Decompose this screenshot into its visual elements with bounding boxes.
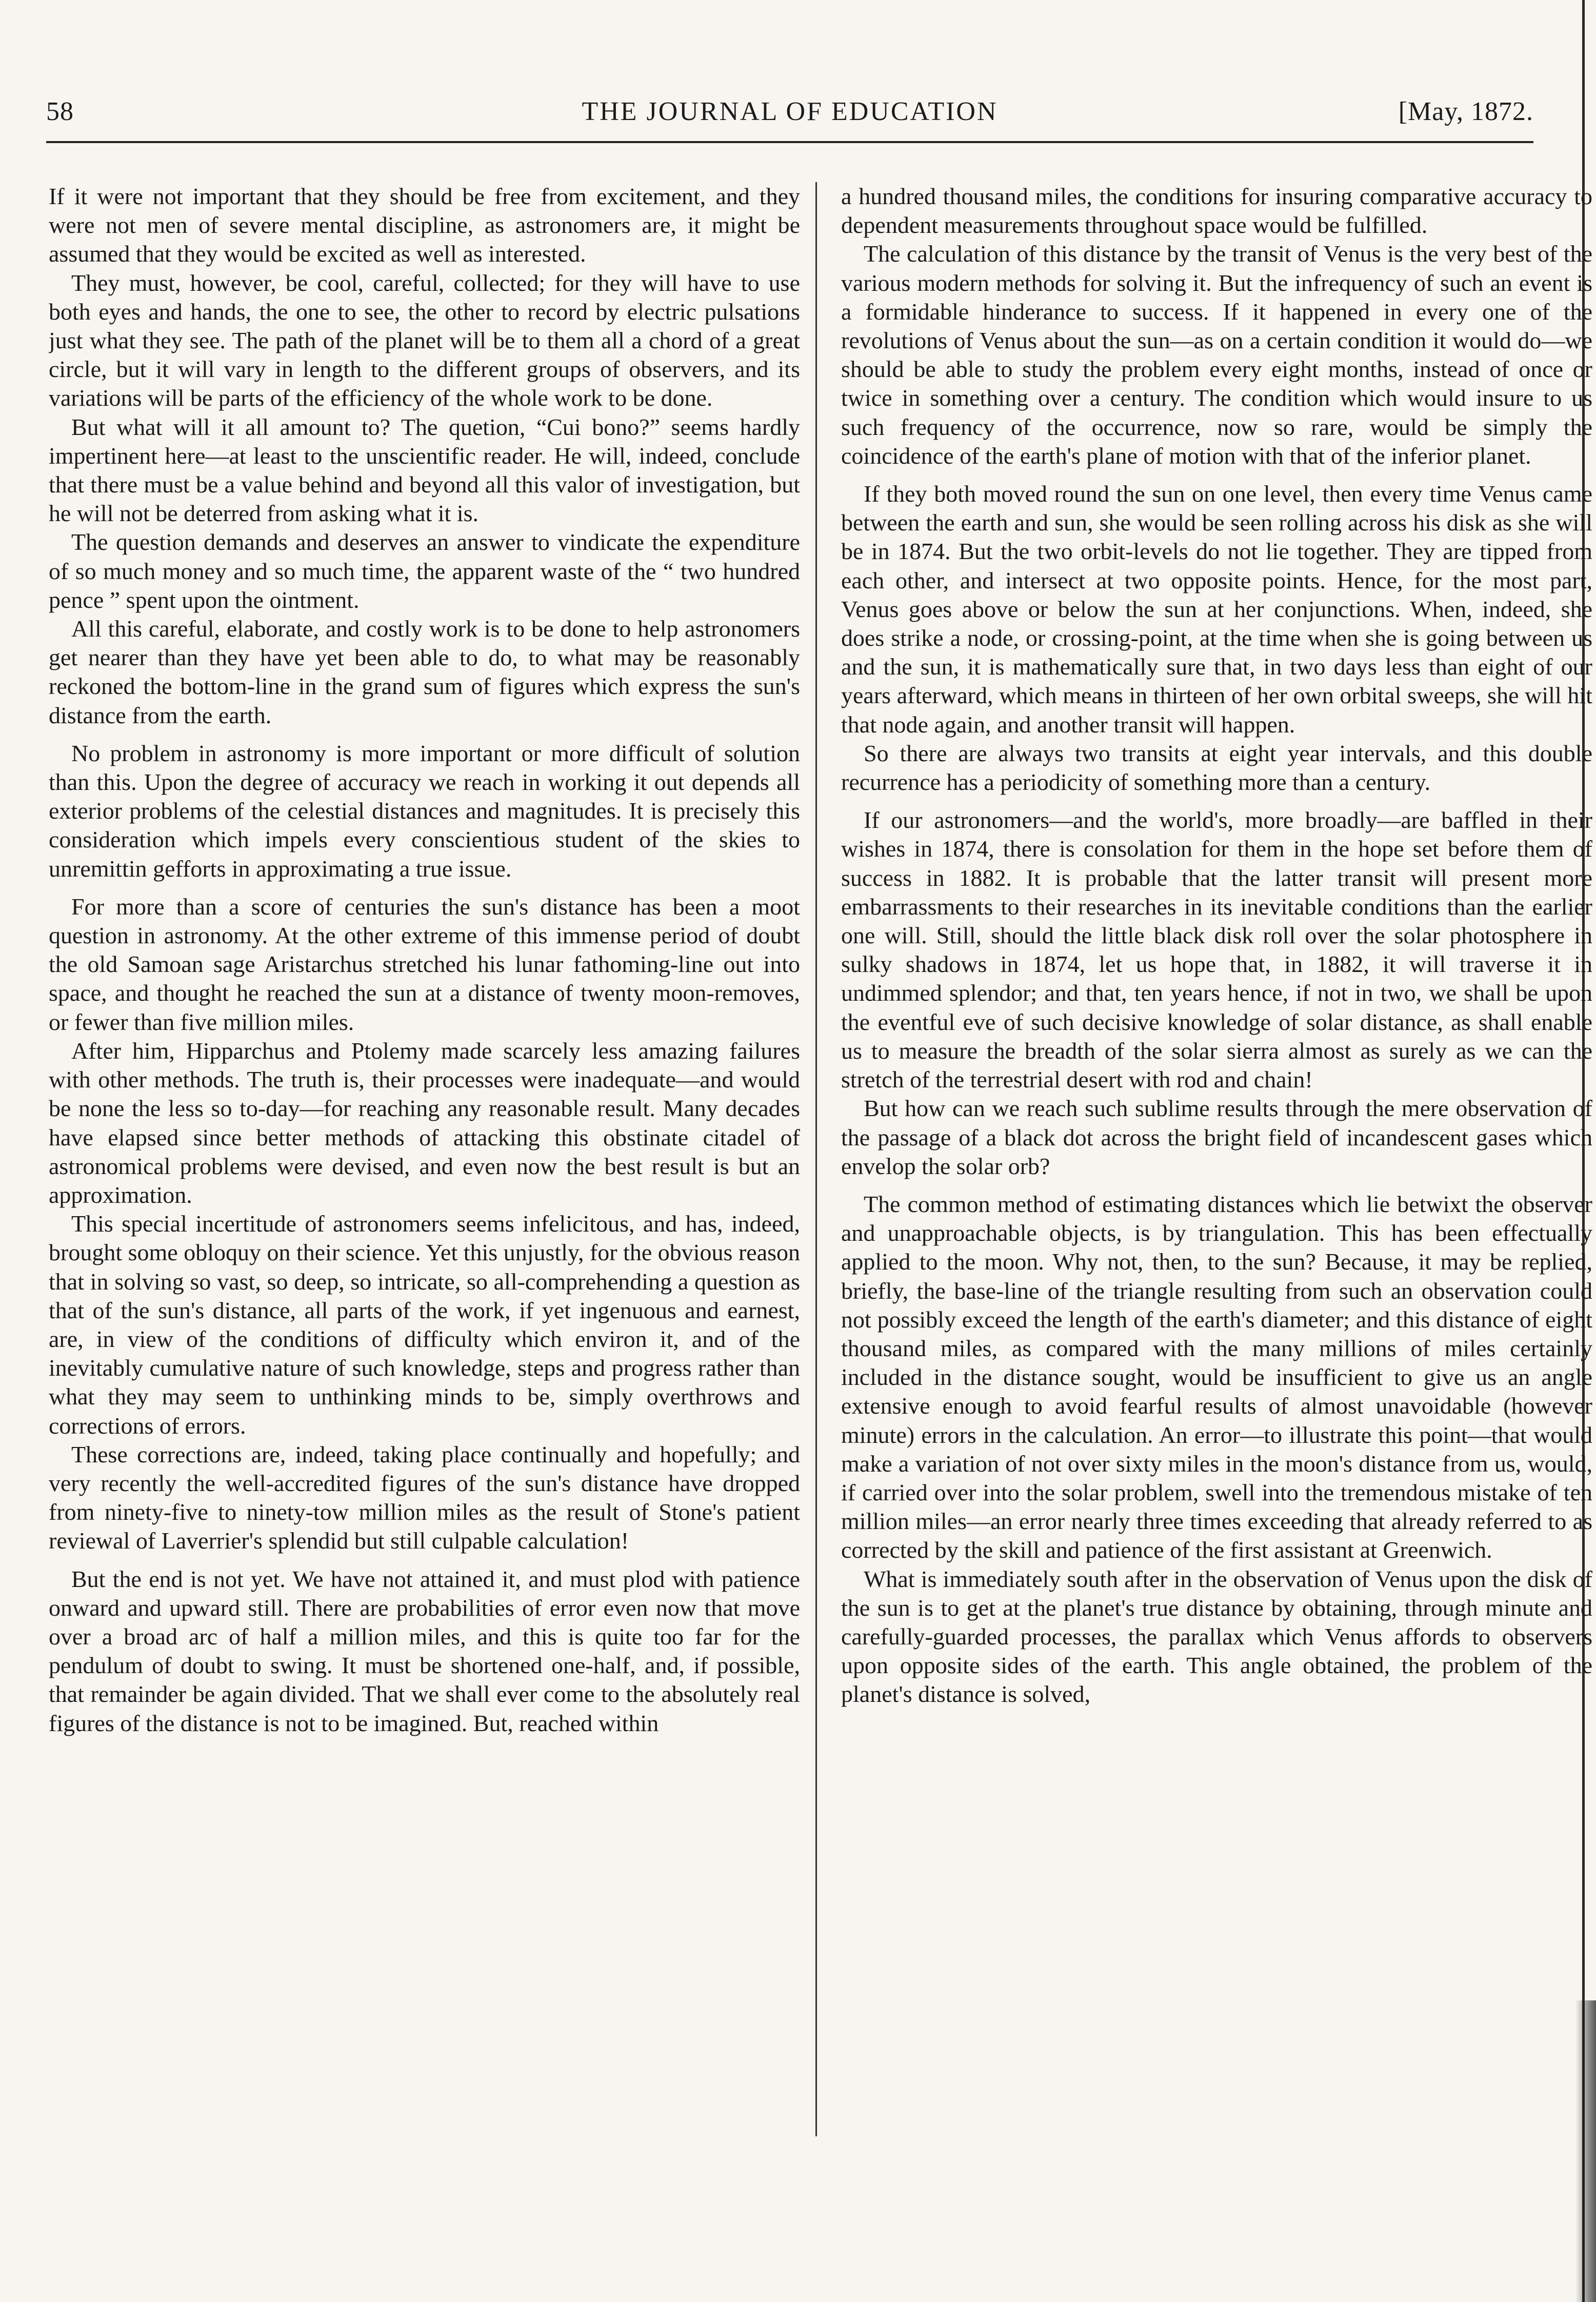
right-column: [841, 182, 1592, 2239]
paragraph: But what will it all amount to? The quetion, “Cui bono?” seems hardly impertinent here—at least to the unscientific reader. He will, indeed, conclude that there must be a value behind and beyond all this valor of investigation, but he will not be deterred from asking what it is.: [49, 413, 800, 527]
paragraph: All this careful, elaborate, and costly work is to be done to help astronomers get nearer than they have yet been able to do, to what may be reasonably reckoned the bottom-line in the grand sum of figures which express the sun's distance from the earth.: [49, 616, 800, 728]
paragraph: This special incertitude of astronomers seems infelicitous, and has, indeed, brought some obloquy on their science. Yet this unjustly, for the obvious reason that in solving so vast, so deep, so intricate, so all-comprehending a question as that of the sun's distance, all parts of the work, if yet ingenuous and earnest, are, in view of the conditions of difficulty which environ it, and of the inevitably cumulative nature of such knowledge, steps and progress rather than what they may seem to unthinking minds to be, simply overthrows and corrections of errors.: [49, 1210, 800, 1439]
paragraph: a hundred thousand miles, the conditions for insuring comparative accuracy to dependent measurements throughout space would be fulfilled.: [841, 183, 1592, 239]
column-divider: [815, 182, 817, 2136]
paragraph: For more than a score of centuries the sun's distance has been a moot question in astronomy. At the other extreme of this immense period of doubt the old Samoan sage Aristarchus stretched his lunar fathoming-line out into space, and thought he reached the sun at a distance of twenty moon-removes, or fewer than five million miles.: [49, 893, 800, 1035]
paragraph: So there are always two transits at eight year intervals, and this double recurrence has a periodicity of something more than a century.: [841, 740, 1592, 796]
paragraph: No problem in astronomy is more important or more difficult of solution than this. Upon the degree of accuracy we reach in working it out depends all exterior problems of the celestial distances and magnitudes. It is precisely this consideration which impels every conscientious student of the skies to unremittin gefforts in approximating a true issue.: [49, 740, 800, 882]
page-number: 58: [46, 97, 74, 126]
paragraph: If it were not important that they should be free from excitement, and they were not men of severe mental discipline, as astronomers are, it might be assumed that they would be excited as well as interested.: [49, 183, 800, 267]
paragraph: After him, Hipparchus and Ptolemy made scarcely less amazing failures with other methods. The truth is, their processes were inadequate—and would be none the less so to-day—for reaching any reasonable result. Many decades have elapsed since better methods of attacking this obstinate citadel of astronomical problems were devised, and even now the best result is but an approximation.: [49, 1037, 800, 1208]
journal-title: THE JOURNAL OF EDUCATION: [582, 97, 998, 126]
paragraph: They must, however, be cool, careful, collected; for they will have to use both eyes and hands, the one to see, the other to record by electric pulsations just what they see. The path of the planet will be to them all a chord of a great circle, but it will vary in length to the different groups of observers, and its variations will be parts of the efficiency of the whole work to be done.: [49, 269, 800, 411]
paragraph: These corrections are, indeed, taking place continually and hopefully; and very recently the well-accredited figures of the sun's distance have dropped from ninety-five to ninety-tow million miles as the result of Stone's patient reviewal of Laverrier's splendid but still culpable calculation!: [49, 1441, 800, 1554]
left-column: [49, 182, 800, 2239]
paragraph: The calculation of this distance by the transit of Venus is the very best of the various modern methods for solving it. But the infrequency of such an event is a formidable hinderance to success. If it happened in every one of the revolutions of Venus about the sun—as on a certain condition it would do—we should be able to study the problem every eight months, instead of once or twice in something over a century. The condition which would insure to us such frequency of the occurrence, now so rare, would be simply the coincidence of the earth's plane of motion with that of the inferior planet.: [841, 241, 1592, 469]
header-rule: [46, 141, 1533, 143]
paragraph: If they both moved round the sun on one level, then every time Venus came between the earth and sun, she would be seen rolling across his disk as she will be in 1874. But the two orbit-levels do not lie together. They are tipped from each other, and intersect at two opposite points. Hence, for the most part, Venus goes above or below the sun at her conjunctions. When, indeed, she does strike a node, or crossing-point, at the time when she is going between us and the sun, it is mathematically sure that, in two days less than eight of our years afterward, which means in thirteen of her own orbital sweeps, she will hit that node again, and another transit will happen.: [841, 481, 1592, 738]
paragraph: If our astronomers—and the world's, more broadly—are baffled in their wishes in 1874, there is consolation for them in the hope set before them of success in 1882. It is probable that the latter transit will present more embarrassments to their researches in its inevitable conditions than the earlier one will. Still, should the little black disk roll over the solar photosphere in sulky shadows in 1874, let us hope that, in 1882, it will traverse it in undimmed splendor; and that, ten years hence, if not in two, we shall be upon the eventful eve of such decisive knowledge of solar distance, as shall enable us to measure the breadth of the solar sierra almost as surely as we can the stretch of the terrestrial desert with rod and chain!: [841, 807, 1592, 1093]
paragraph: The question demands and deserves an answer to vindicate the expenditure of so much money and so much time, the apparent waste of the “ two hundred pence ” spent upon the ointment.: [49, 529, 800, 613]
paragraph: The common method of estimating distances which lie betwixt the observer and unapproachable objects, is by triangulation. This has been effectually applied to the moon. Why not, then, to the sun? Because, it may be replied, briefly, the base-line of the triangle resulting from such an observation could not possibly exceed the length of the earth's diameter; and this distance of eight thousand miles, as compared with the many millions of miles certainly included in the distance sought, would be insufficient to give us an angle extensive enough to avoid fearful results of almost unavoidable (however minute) errors in the calculation. An error—to illustrate this point—that would make a variation of not over sixty miles in the moon's distance from us, would, if carried over into the solar problem, swell into the tremendous mistake of ten million miles—an error nearly three times exceeding that already referred to as corrected by the skill and patience of the first assistant at Greenwich.: [841, 1190, 1592, 1563]
paragraph: But how can we reach such sublime results through the mere observation of the passage of a black dot across the bright field of incandescent gases which envelop the solar orb?: [841, 1095, 1592, 1179]
paragraph: But the end is not yet. We have not attained it, and must plod with patience onward and upward still. There are probabilities of error even now that move over a broad arc of half a million miles, and this is quite too far for the pendulum of doubt to swing. It must be shortened one-half, and, if possible, that remainder be again divided. That we shall ever come to the absolutely real figures of the distance is not to be imagined. But, reached within: [49, 1565, 800, 1736]
issue-date: [May, 1872.: [1398, 97, 1533, 126]
running-header: [46, 96, 1533, 132]
paragraph: What is immediately south after in the observation of Venus upon the disk of the sun is to get at the planet's true distance by obtaining, through minute and carefully-guarded processes, the parallax which Venus affords to observers upon opposite sides of the earth. This angle obtained, the problem of the planet's distance is solved,: [841, 1565, 1592, 1708]
